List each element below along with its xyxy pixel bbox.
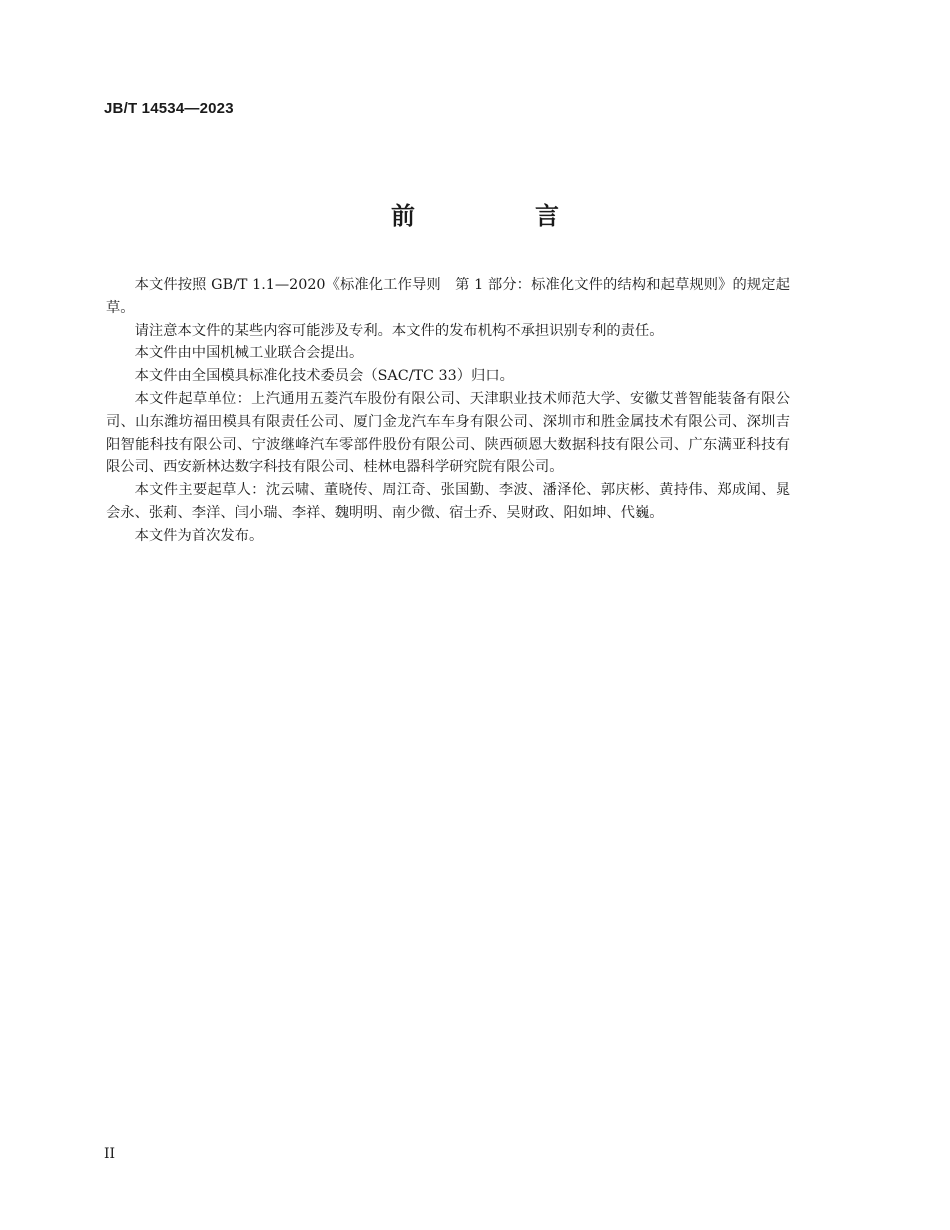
paragraph-patent-notice: 请注意本文件的某些内容可能涉及专利。本文件的发布机构不承担识别专利的责任。 <box>134 322 664 339</box>
foreword-body <box>106 274 790 548</box>
paragraph-technical-committee: 本文件由全国模具标准化技术委员会（SAC/TC 33）归口。 <box>134 368 514 385</box>
paragraph-drafters: 本文件主要起草人：沈云啸、董晓传、周江奇、张国勤、李波、潘泽伦、郭庆彬、黄持伟、郑成闻、晁会永、张莉、李洋、闫小瑞、李祥、魏明明、南少微、宿士乔、吴财政、阳如坤、代巍。 <box>106 482 790 521</box>
paragraph-drafting-organizations: 本文件起草单位：上汽通用五菱汽车股份有限公司、天津职业技术师范大学、安徽艾普智能装备有限公司、山东潍坊福田模具有限责任公司、厦门金龙汽车车身有限公司、深圳市和胜金属技术有限公司、深圳吉阳智能科技有限公司、宁波继峰汽车零部件股份有限公司、陕西硕恩大数据科技有限公司、广东满亚科技有限公司、西安新林达数字科技有限公司、桂林电器科学研究院有限公司。 <box>106 390 790 476</box>
paragraph-proposer: 本文件由中国机械工业联合会提出。 <box>134 345 364 362</box>
paragraph-drafting-rules: 本文件按照 GB/T 1.1—2020《标准化工作导则 第 1 部分：标准化文件的结构和起草规则》的规定起草。 <box>106 277 790 316</box>
document-code: JB/T 14534—2023 <box>104 100 234 117</box>
paragraph-first-release: 本文件为首次发布。 <box>134 527 264 544</box>
page-title: 前 言 <box>391 202 607 230</box>
page-number: II <box>104 1146 116 1162</box>
